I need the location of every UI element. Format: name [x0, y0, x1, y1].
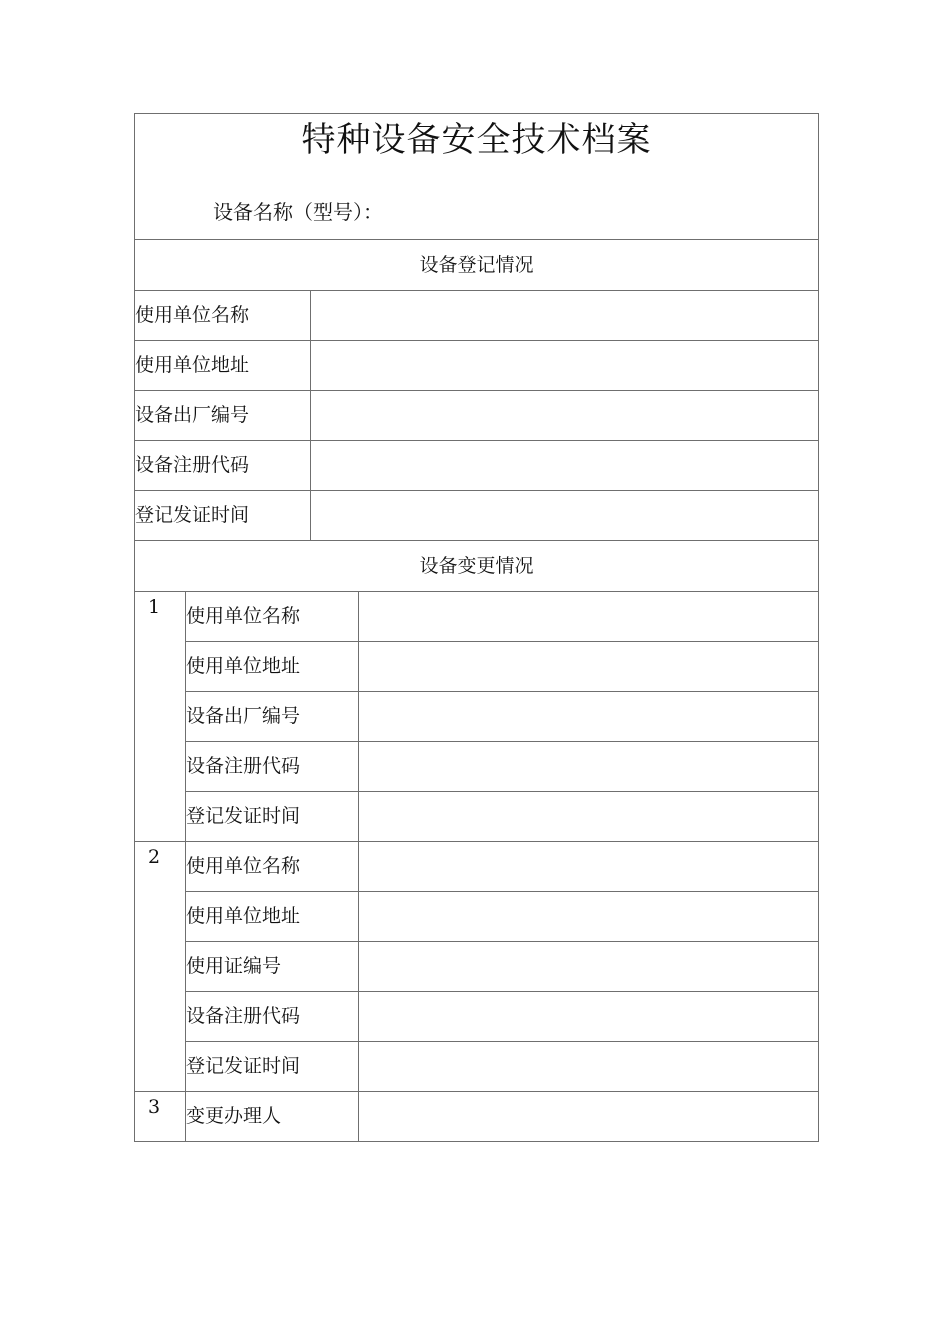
page-title: 特种设备安全技术档案 — [301, 120, 652, 160]
change-value-field[interactable] — [359, 892, 819, 942]
registration-value-field[interactable] — [311, 341, 819, 391]
registration-row — [135, 291, 819, 341]
change-label: 使用单位地址 — [186, 892, 359, 942]
change-value-field[interactable] — [359, 592, 819, 642]
header-row — [135, 114, 819, 240]
archive-table — [134, 113, 819, 1142]
change-value-field[interactable] — [359, 1092, 819, 1142]
registration-row — [135, 441, 819, 491]
change-row — [135, 792, 819, 842]
registration-value-field[interactable] — [311, 441, 819, 491]
registration-label: 设备出厂编号 — [135, 391, 311, 441]
change-value-field[interactable] — [359, 742, 819, 792]
changes-heading-row — [135, 541, 819, 592]
change-label: 登记发证时间 — [186, 792, 359, 842]
header-cell — [135, 114, 819, 240]
registration-value-field[interactable] — [311, 291, 819, 341]
change-label: 使用证编号 — [186, 942, 359, 992]
registration-value-field[interactable] — [311, 491, 819, 541]
archive-form — [134, 113, 818, 1142]
device-name-label: 设备名称（型号）： — [213, 200, 383, 224]
change-row — [135, 1042, 819, 1092]
change-row — [135, 892, 819, 942]
change-group-number: 3 — [135, 1092, 186, 1142]
change-row — [135, 592, 819, 642]
change-label: 设备注册代码 — [186, 992, 359, 1042]
change-value-field[interactable] — [359, 692, 819, 742]
change-label: 设备注册代码 — [186, 742, 359, 792]
registration-label: 设备注册代码 — [135, 441, 311, 491]
registration-row — [135, 491, 819, 541]
change-label: 登记发证时间 — [186, 1042, 359, 1092]
registration-label: 使用单位名称 — [135, 291, 311, 341]
registration-row — [135, 391, 819, 441]
changes-heading: 设备变更情况 — [135, 541, 819, 592]
change-value-field[interactable] — [359, 992, 819, 1042]
change-row — [135, 742, 819, 792]
change-group-number: 1 — [135, 592, 186, 842]
change-row — [135, 642, 819, 692]
change-label: 变更办理人 — [186, 1092, 359, 1142]
registration-heading: 设备登记情况 — [135, 240, 819, 291]
change-label: 使用单位名称 — [186, 842, 359, 892]
change-value-field[interactable] — [359, 1042, 819, 1092]
change-value-field[interactable] — [359, 942, 819, 992]
change-row — [135, 992, 819, 1042]
change-value-field[interactable] — [359, 642, 819, 692]
change-row — [135, 692, 819, 742]
registration-heading-row — [135, 240, 819, 291]
change-label: 使用单位地址 — [186, 642, 359, 692]
change-group-number: 2 — [135, 842, 186, 1092]
change-row — [135, 1092, 819, 1142]
change-row — [135, 842, 819, 892]
registration-label: 登记发证时间 — [135, 491, 311, 541]
change-value-field[interactable] — [359, 792, 819, 842]
change-value-field[interactable] — [359, 842, 819, 892]
change-label: 使用单位名称 — [186, 592, 359, 642]
registration-value-field[interactable] — [311, 391, 819, 441]
change-label: 设备出厂编号 — [186, 692, 359, 742]
change-row — [135, 942, 819, 992]
registration-row — [135, 341, 819, 391]
registration-label: 使用单位地址 — [135, 341, 311, 391]
